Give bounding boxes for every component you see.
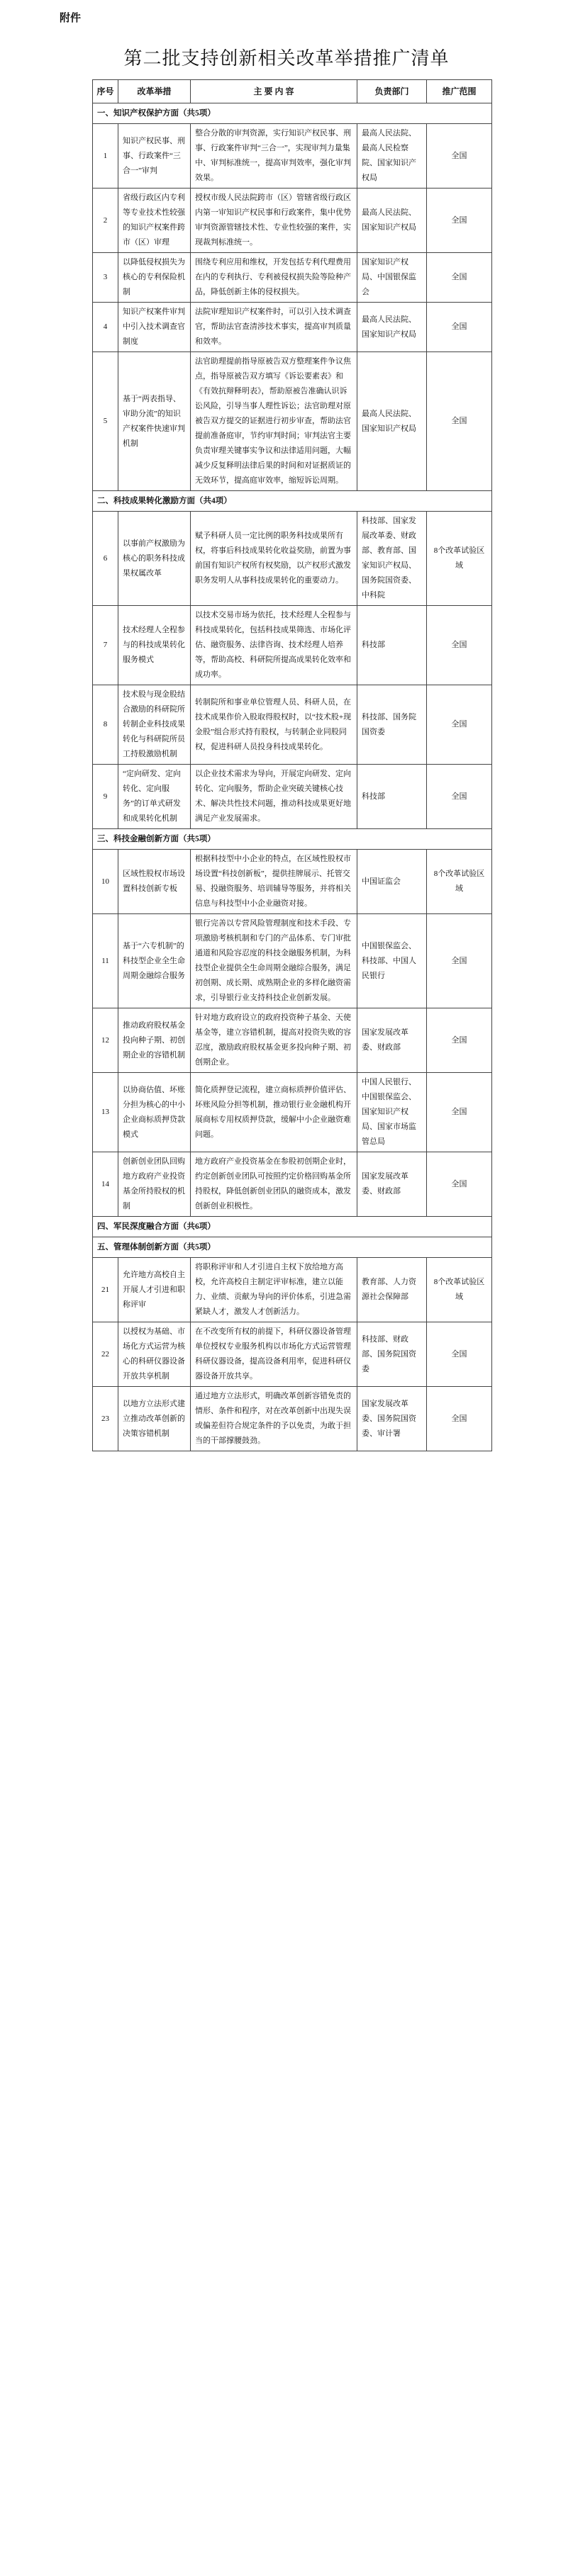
cell-scope: 全国 xyxy=(427,189,492,253)
section-title: 三、科技金融创新方面（共5项） xyxy=(93,829,492,850)
cell-dept: 国家发展改革委、财政部 xyxy=(357,1008,427,1073)
cell-name: 推动政府股权基金投向种子期、初创期企业的容错机制 xyxy=(118,1008,191,1073)
cell-scope: 全国 xyxy=(427,765,492,829)
cell-dept: 科技部 xyxy=(357,606,427,685)
page-title: 第二批支持创新相关改革举措推广清单 xyxy=(123,48,450,69)
cell-content: 简化质押登记流程，建立商标质押价值评估、坏账风险分担等机制，推动银行业金融机构开展商标专用权质押贷款，缓解中小企业融资难问题。 xyxy=(191,1073,357,1152)
cell-content: 根据科技型中小企业的特点，在区域性股权市场设置“科技创新板”，提供挂牌展示、托管交易、投融资服务、培训辅导等服务，并将相关信息与科技型中小企业融资对接。 xyxy=(191,850,357,914)
cell-num: 3 xyxy=(93,253,118,303)
table-row xyxy=(93,1258,492,1322)
table-row xyxy=(93,685,492,765)
table-row xyxy=(93,1152,492,1217)
cell-content: 转制院所和事业单位管理人员、科研人员，在技术成果作价入股取得股权时，以“技术股+现金股”组合形式持有股权，与转制企业同股同权，促进科研人员投身科技成果转化。 xyxy=(191,685,357,765)
cell-num: 21 xyxy=(93,1258,118,1322)
table-row xyxy=(93,914,492,1008)
section-row xyxy=(93,491,492,512)
cell-content: 赋予科研人员一定比例的职务科技成果所有权，将事后科技成果转化收益奖励，前置为事前国有知识产权所有权奖励，以产权形式激发职务发明人从事科技成果转化的重要动力。 xyxy=(191,512,357,606)
cell-num: 2 xyxy=(93,189,118,253)
table-row xyxy=(93,1073,492,1152)
table-row xyxy=(93,124,492,189)
cell-dept: 最高人民法院、最高人民检察院、国家知识产权局 xyxy=(357,124,427,189)
cell-dept: 国家发展改革委、国务院国资委、审计署 xyxy=(357,1387,427,1451)
cell-scope: 全国 xyxy=(427,1152,492,1217)
cell-num: 1 xyxy=(93,124,118,189)
cell-num: 13 xyxy=(93,1073,118,1152)
cell-name: 以事前产权激励为核心的职务科技成果权属改革 xyxy=(118,512,191,606)
col-header-name: 改革举措 xyxy=(118,80,191,103)
cell-num: 10 xyxy=(93,850,118,914)
cell-name: 以地方立法形式建立推动改革创新的决策容错机制 xyxy=(118,1387,191,1451)
cell-scope: 全国 xyxy=(427,685,492,765)
cell-content: 整合分散的审判资源，实行知识产权民事、刑事、行政案件审判“三合一”，实现审判力量集中、审判标准统一，提高审判效率，强化审判效果。 xyxy=(191,124,357,189)
cell-dept: 科技部、财政部、国务院国资委 xyxy=(357,1322,427,1387)
table-row xyxy=(93,352,492,491)
cell-num: 6 xyxy=(93,512,118,606)
col-header-num: 序号 xyxy=(93,80,118,103)
cell-scope: 8个改革试验区域 xyxy=(427,850,492,914)
cell-dept: 最高人民法院、国家知识产权局 xyxy=(357,303,427,352)
section-title: 二、科技成果转化激励方面（共4项） xyxy=(93,491,492,512)
reform-table xyxy=(92,79,492,1451)
section-row xyxy=(93,1237,492,1258)
cell-name: 知识产权案件审判中引入技术调查官制度 xyxy=(118,303,191,352)
cell-content: 银行完善以专营风险管理制度和技术手段、专项激励考核机制和专门的产品体系、专门审批通道和风险容忍度的科技金融服务机制，为科技型企业提供全生命周期金融综合服务，满足初创期、成长期、成熟期企业的多样化融资需求，引导银行业支持科技企业创新发展。 xyxy=(191,914,357,1008)
section-row xyxy=(93,829,492,850)
cell-scope: 全国 xyxy=(427,606,492,685)
cell-content: 以企业技术需求为导向，开展定向研发、定向转化、定向服务，帮助企业突破关键核心技术、解决共性技术问题，推动科技成果更好地满足产业发展需求。 xyxy=(191,765,357,829)
cell-content: 地方政府产业投资基金在参股初创期企业时，约定创新创业团队可按照约定价格回购基金所持股权，降低创新创业团队的融资成本，激发创新创业积极性。 xyxy=(191,1152,357,1217)
cell-num: 22 xyxy=(93,1322,118,1387)
table-row xyxy=(93,303,492,352)
cell-scope: 全国 xyxy=(427,253,492,303)
cell-content: 法官助理提前指导原被告双方整理案件争议焦点，指导原被告双方填写《诉讼要素表》和《有效抗辩释明表》，帮助原被告准确认识诉讼风险，引导当事人理性诉讼；法官助理对原被告双方提交的证据进行初步审查，帮助法官提前准备庭审，节约审判时间；审判法官主要负责审理关键事实争议和法律适用问题，大幅减少反复释明法律后果的时间和对证据质证的无效环节，提高庭审效率，缩短诉讼周期。 xyxy=(191,352,357,491)
cell-scope: 全国 xyxy=(427,124,492,189)
cell-content: 围绕专利应用和维权，开发包括专利代理费用在内的专利执行、专利被侵权损失险等险种产品，降低创新主体的侵权损失。 xyxy=(191,253,357,303)
cell-content: 针对地方政府设立的政府投资种子基金、天使基金等，建立容错机制，提高对投资失败的容忍度，激励政府股权基金更多投向种子期、初创期企业。 xyxy=(191,1008,357,1073)
cell-dept: 中国人民银行、中国银保监会、国家知识产权局、国家市场监管总局 xyxy=(357,1073,427,1152)
cell-name: 以授权为基础、市场化方式运营为核心的科研仪器设备开放共享机制 xyxy=(118,1322,191,1387)
cell-dept: 最高人民法院、国家知识产权局 xyxy=(357,189,427,253)
cell-scope: 全国 xyxy=(427,352,492,491)
cell-dept: 科技部、国家发展改革委、财政部、教育部、国家知识产权局、国务院国资委、中科院 xyxy=(357,512,427,606)
table-row xyxy=(93,253,492,303)
cell-name: 区域性股权市场设置科技创新专板 xyxy=(118,850,191,914)
section-title: 四、军民深度融合方面（共6项） xyxy=(93,1217,492,1237)
col-header-scope: 推广范围 xyxy=(427,80,492,103)
cell-scope: 全国 xyxy=(427,303,492,352)
cell-scope: 8个改革试验区域 xyxy=(427,1258,492,1322)
section-row xyxy=(93,103,492,124)
cell-name: “定向研发、定向转化、定向服务”的订单式研发和成果转化机制 xyxy=(118,765,191,829)
col-header-content: 主 要 内 容 xyxy=(191,80,357,103)
section-row xyxy=(93,1217,492,1237)
cell-scope: 全国 xyxy=(427,1387,492,1451)
cell-name: 基于“两表指导、审助分流”的知识产权案件快速审判机制 xyxy=(118,352,191,491)
section-title: 五、管理体制创新方面（共5项） xyxy=(93,1237,492,1258)
cell-name: 省级行政区内专利等专业技术性较强的知识产权案件跨市（区）审理 xyxy=(118,189,191,253)
cell-num: 23 xyxy=(93,1387,118,1451)
cell-scope: 8个改革试验区域 xyxy=(427,512,492,606)
cell-num: 12 xyxy=(93,1008,118,1073)
table-row xyxy=(93,512,492,606)
annex-label: 附件 xyxy=(60,12,82,24)
cell-dept: 国家发展改革委、财政部 xyxy=(357,1152,427,1217)
table-row xyxy=(93,1008,492,1073)
cell-num: 9 xyxy=(93,765,118,829)
table-body xyxy=(93,103,492,1451)
cell-content: 通过地方立法形式，明确改革创新容错免责的情形、条件和程序，对在改革创新中出现失误或偏差但符合规定条件的予以免责，为敢于担当的干部撑腰鼓劲。 xyxy=(191,1387,357,1451)
cell-content: 将职称评审和人才引进自主权下放给地方高校，允许高校自主制定评审标准，建立以能力、业绩、贡献为导向的评价体系，引进急需紧缺人才，激发人才创新活力。 xyxy=(191,1258,357,1322)
cell-scope: 全国 xyxy=(427,1008,492,1073)
table-row xyxy=(93,1387,492,1451)
cell-num: 11 xyxy=(93,914,118,1008)
cell-name: 基于“六专机制”的科技型企业全生命周期金融综合服务 xyxy=(118,914,191,1008)
cell-num: 8 xyxy=(93,685,118,765)
table-row xyxy=(93,1322,492,1387)
cell-name: 以协商估值、坏账分担为核心的中小企业商标质押贷款模式 xyxy=(118,1073,191,1152)
cell-name: 技术股与现金股结合激励的科研院所转制企业科技成果转化与科研院所员工持股激励机制 xyxy=(118,685,191,765)
table-row xyxy=(93,765,492,829)
cell-dept: 教育部、人力资源社会保障部 xyxy=(357,1258,427,1322)
cell-dept: 科技部 xyxy=(357,765,427,829)
cell-content: 在不改变所有权的前提下，科研仪器设备管理单位授权专业服务机构以市场化方式运营管理科研仪器设备，提高设备利用率，促进科研仪器设备开放共享。 xyxy=(191,1322,357,1387)
cell-content: 以技术交易市场为依托，技术经理人全程参与科技成果转化，包括科技成果筛选、市场化评估、融资服务、法律咨询、技术经理人培养等，帮助高校、科研院所提高成果转化效率和成功率。 xyxy=(191,606,357,685)
table-header-row xyxy=(93,80,492,103)
cell-num: 4 xyxy=(93,303,118,352)
col-header-dept: 负责部门 xyxy=(357,80,427,103)
cell-num: 7 xyxy=(93,606,118,685)
cell-name: 技术经理人全程参与的科技成果转化服务模式 xyxy=(118,606,191,685)
cell-dept: 国家知识产权局、中国银保监会 xyxy=(357,253,427,303)
table-row xyxy=(93,189,492,253)
cell-name: 允许地方高校自主开展人才引进和职称评审 xyxy=(118,1258,191,1322)
cell-content: 授权市级人民法院跨市（区）管辖省级行政区内第一审知识产权民事和行政案件，集中优势审判资源管辖技术性、专业性较强的案件，实现裁判标准统一。 xyxy=(191,189,357,253)
cell-num: 14 xyxy=(93,1152,118,1217)
cell-scope: 全国 xyxy=(427,1322,492,1387)
cell-num: 5 xyxy=(93,352,118,491)
table-row xyxy=(93,850,492,914)
cell-name: 知识产权民事、刑事、行政案件“三合一”审判 xyxy=(118,124,191,189)
cell-dept: 最高人民法院、国家知识产权局 xyxy=(357,352,427,491)
cell-scope: 全国 xyxy=(427,914,492,1008)
cell-scope: 全国 xyxy=(427,1073,492,1152)
cell-dept: 中国银保监会、科技部、中国人民银行 xyxy=(357,914,427,1008)
cell-dept: 中国证监会 xyxy=(357,850,427,914)
section-title: 一、知识产权保护方面（共5项） xyxy=(93,103,492,124)
table-row xyxy=(93,606,492,685)
cell-content: 法院审理知识产权案件时，可以引入技术调查官，帮助法官查清涉技术事实，提高审判质量和效率。 xyxy=(191,303,357,352)
cell-name: 以降低侵权损失为核心的专利保险机制 xyxy=(118,253,191,303)
cell-name: 创新创业团队回购地方政府产业投资基金所持股权的机制 xyxy=(118,1152,191,1217)
cell-dept: 科技部、国务院国资委 xyxy=(357,685,427,765)
